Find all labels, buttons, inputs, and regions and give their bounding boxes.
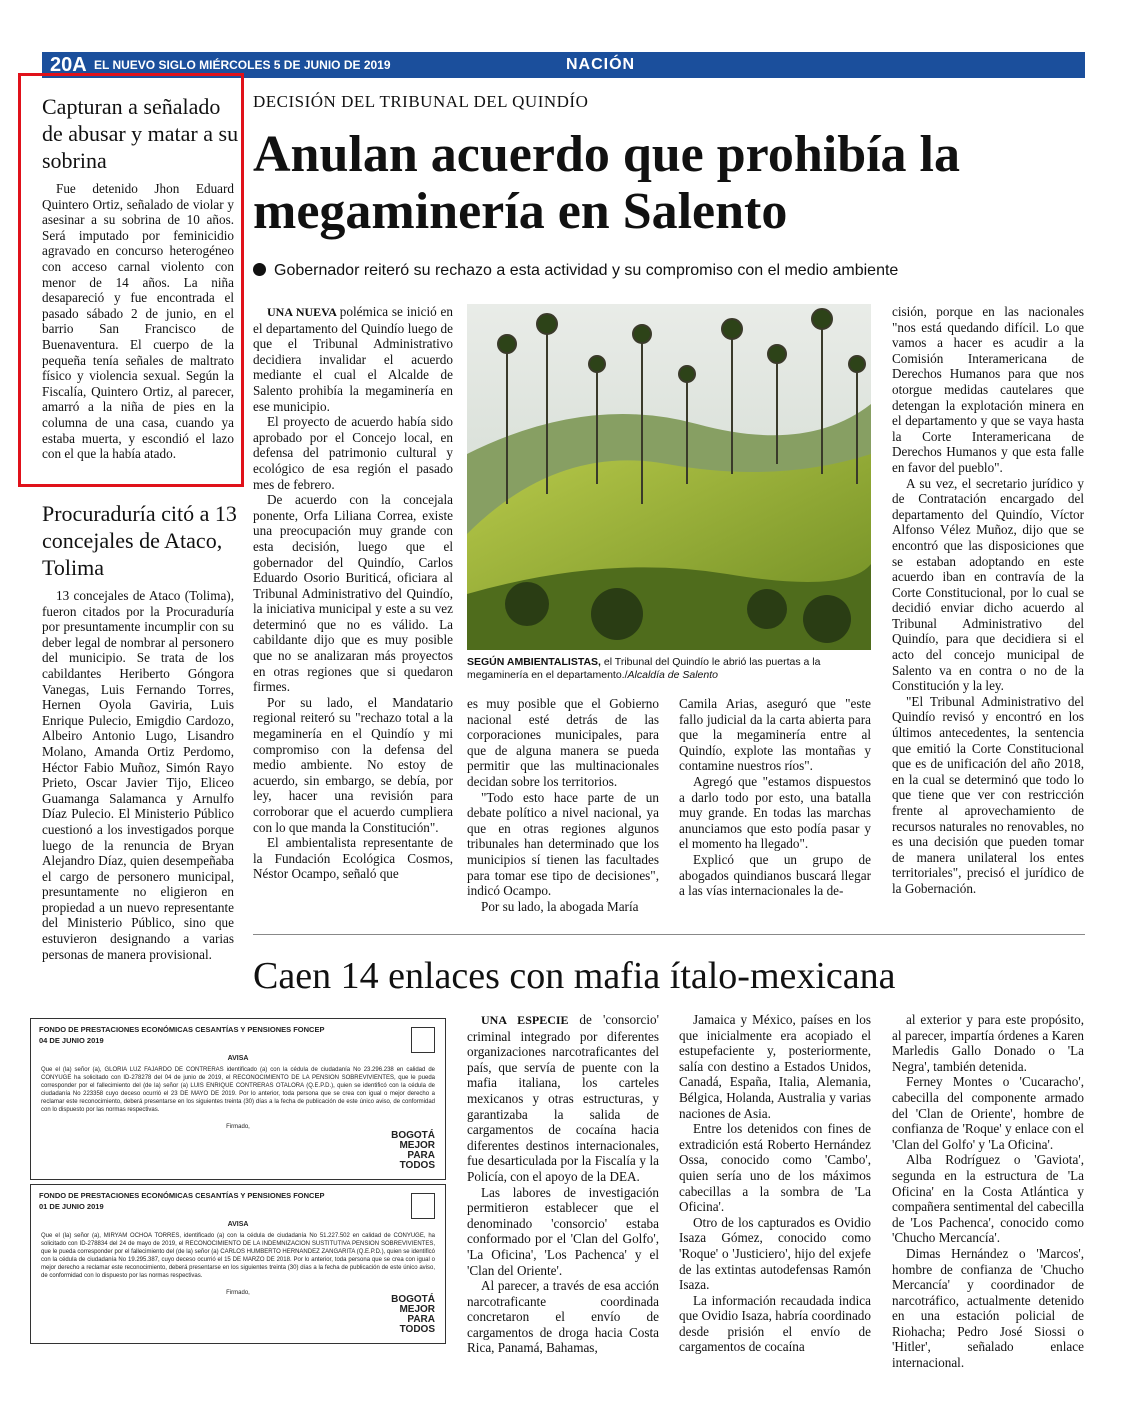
section-divider [253, 934, 1085, 935]
crest-icon [411, 1193, 435, 1219]
notice-avisa: AVISA [227, 1055, 249, 1062]
landscape-photo [467, 304, 871, 650]
bullet-icon [253, 263, 266, 276]
caption-credit: Alcaldía de Salento [627, 669, 718, 681]
paragraph: El ambientalista representante de la Fundación Ecológica Cosmos, Néstor Ocampo, señaló que [253, 835, 453, 882]
paragraph: cisión, porque en las nacionales "nos está quedando difícil. Lo que vamos a hacer es acudir a la Comisión Interamericana de Derechos Humanos para que nos otorgue medidas cautelares que detengan la explotación minera en el departamento y que se vaya hasta la Corte Interamericana de Derechos Humanos y que esta falle en favor del pueblo". [892, 304, 1084, 475]
paragraph: Alba Rodríguez o 'Gaviota', segunda en la estructura de 'La Oficina' en la Costa Atlántica y compañera sentimental del cabecilla de 'Los Pachenca', conocido como 'Chucho Mercancía'. [892, 1152, 1084, 1246]
lead-word: UNA NUEVA [267, 305, 340, 319]
paragraph: La información recaudada indica que Ovidio Isaza, habría coordinado desde prisión el envío de cargamentos de cocaína [679, 1292, 871, 1355]
main-column-1 [253, 304, 453, 882]
paragraph: Entre los detenidos con fines de extradición está Roberto Hernández Ossa, conocido como 'Cambo', quien sería uno de los máximos cabecillas a la sombra de 'La Oficina'. [679, 1121, 871, 1215]
section-name: NACIÓN [566, 56, 636, 73]
photo-caption [467, 656, 871, 682]
deck [253, 262, 898, 280]
paragraph: "El Tribunal Administrativo del Quindío revisó y encontró en los últimos antecedentes, la sentencia que emitió la Corte Constitucional que es de unificación del año 2018, en la cual se determinó que todo lo que tiene que ver con restricción frente al aprovechamiento de recursos naturales no renovables, no es una decisión que pueden tomar de manera unilateral los entes territoriales", precisó el jurídico de la Gobernación. [892, 693, 1084, 896]
paragraph: Dimas Hernández o 'Marcos', hombre de confianza de 'Chucho Mercancía' y coordinador de narcotráfico, actualmente detenido en una estación policial de Riohacha; Pedro José Siossi o 'Hitler', señalado enlace internacional. [892, 1245, 1084, 1371]
paragraph: Agregó que "estamos dispuestos a darlo todo por esto, una batalla muy grande. En todas las marchas anunciamos que esto podía pasar y el momento ha llegado". [679, 773, 871, 852]
second-column-3 [892, 1012, 1084, 1371]
notice-date: 04 DE JUNIO 2019 [39, 1036, 104, 1045]
paragraph: UNA NUEVA polémica se inició en el departamento del Quindío luego de que el Tribunal Administrativo decidiera invalidar el acuerdo mediante el cual el Alcalde de Salento prohibía la megaminería en ese municipio. [253, 304, 453, 414]
paragraph: "Todo esto hace parte de un debate político a nivel nacional, ya que en otras regiones algunos tribunales han determinado que los municipios sí tienen las facultades para tomar ese tipo de decisiones", indicó Ocampo. [467, 789, 659, 899]
paragraph: Las labores de investigación permitieron establecer que el denominado 'consorcio' estaba conformado por el 'Clan del Golfo', 'La Oficina', 'Los Pachenca' y el 'Clan del Oriente'. [467, 1184, 659, 1278]
notice-body: Que el (la) señor (a), MIRYAM OCHOA TORRES, identificado (a) con la cédula de ciudadanía No 51.227.502 en calidad de CONYUGE, ha solicitado con ID-278834 del 24 de mayo de 2019, el RECONOCIMIENTO DE LA INDEMNIZACION SUSTITUTIVA PENSION SOBREVIVIENTES, que le pueda corresponder por el fallecimiento del (de la) señor (a) CARLOS HUMBERTO HERNANDEZ ZANGARITA (Q.E.P.D.), quien se identificó con la cédula de ciudadanía No 19.295.387, cuyo deceso ocurrió el 15 DE MARZO DE 2018. Por lo anterior, toda persona que se crea con igual o mejor derecho a reclamar este reconocimiento, deberá presentarse en los siguientes treinta (30) días a la fecha de publicación de este único aviso, de conformidad con lo dispuesto por las normas respectivas. [41, 1233, 435, 1279]
second-column-1 [467, 1012, 659, 1356]
crest-icon [411, 1027, 435, 1053]
brief2-paragraph: 13 concejales de Ataco (Tolima), fueron citados por la Procuraduría por presuntamente incumplir con su deber legal de nombrar al personero del municipio. Se trata de los cabildantes Heriberto Góngora Vanegas, Luis Fernando Torres, Hernen Oyola Gaviria, Luis Enrique Pulecio, Emigdio Cardozo, Albeiro Antonio Lugo, Lisandro Molano, Amanda Ortiz Perdomo, Héctor Fabio Muñoz, Simón Rayo Prieto, Oscar Javier Tijo, Eliceo Guamanga Salamanca y Arnulfo Díaz Pulecio. El Ministerio Público cuestionó a los investigados porque luego de la renuncia de Bryan Alejandro Díaz, quien desempeñaba el cargo de personero municipal, presuntamente no eligieron en propiedad a un nuevo representante del Ministerio Público, sino que estuvieron designando a varias personas de manera provisional. [42, 588, 234, 962]
paragraph: Explicó que un grupo de abogados quindianos buscará llegar a las vías internacionales la de- [679, 851, 871, 899]
paragraph: Por su lado, el Mandatario regional reiteró su "rechazo total a la megaminería en el Quindío y mi compromiso con la defensa del medio ambiente. No estoy de acuerdo, sin embargo, se debía, por ley, hacer una revisión para corroborar que el acuerdo cumpliera con lo que manda la Constitución". [253, 694, 453, 835]
brief2-title: Procuraduría citó a 13 concejales de Ataco, Tolima [42, 501, 237, 580]
bogota-logo: BOGOTÁ MEJOR PARA TODOS [391, 1130, 435, 1171]
paragraph: Al parecer, a través de esa acción narcotraficante coordinada concretaron el envío de cargamentos de droga hacia Costa Rica, Panamá, Bahamas, [467, 1278, 659, 1356]
paragraph: Jamaica y México, países en los que inicialmente era acopiado el estupefaciente y, posteriormente, salía con destino a Estados Unidos, Canadá, España, Italia, Alemania, Bélgica, Holanda, Australia y varias naciones de Asia. [679, 1012, 871, 1121]
main-column-4 [892, 304, 1084, 897]
publication-date: EL NUEVO SIGLO MIÉRCOLES 5 DE JUNIO DE 2019 [94, 58, 391, 72]
brief2-body [42, 588, 234, 962]
lead-word: UNA ESPECIE [481, 1013, 580, 1027]
paragraph: es muy posible que el Gobierno nacional esté detrás de las corporaciones municipales, para que de alguna manera se pueda permitir que las multinacionales decidan sobre los territorios. [467, 696, 659, 789]
legal-notice-1 [30, 1018, 446, 1180]
paragraph: Ferney Montes o 'Cucaracho', cabecilla del componente armado del 'Clan de Oriente', hombre de confianza de 'Roque' y enlace con el 'Clan del Golfo' y 'La Oficina'. [892, 1074, 1084, 1152]
brief1-paragraph: Fue detenido Jhon Eduard Quintero Ortiz, señalado de violar y asesinar a su sobrina de 10 años. Será imputado por feminicidio agravado en concurso heterogéneo con acceso carnal violento con menor de 14 años. La niña desapareció y fue encontrada el pasado sábado 2 de junio, en el barrio San Francisco de Buenaventura. El cuerpo de la pequeña tenía señales de maltrato físico y violencia sexual. Según la Fiscalía, Quintero Ortiz, al parecer, amarró a la niña de pies en la columna de una casa, cuando ya estaba muerta, y escondió el lazo con el que la había atado. [42, 181, 234, 462]
legal-notice-2 [30, 1184, 446, 1344]
notice-body: Que el (la) señor (a), GLORIA LUZ FAJARDO DE CONTRERAS identificado (a) con la cédula de ciudadanía No 23.296.238 en calidad de CONYUGE ha solicitado con ID-278278 del 04 de junio de 2019, el RECONOCIMIENTO DE LA PENSION SOBREVIVIENTES, que le pueda corresponder por el fallecimiento del (de la) señor (a) LUIS ENRIQUE CONTRERAS OTALORA (Q.E.P.D.), quien se identificó con la cédula de ciudadanía No 223358 cuyo deceso ocurrió el 23 DE MAYO DE 2019. Por lo anterior, toda persona que se crea con igual o mejor derecho a reclamar este reconocimiento, deberá presentarse en los siguientes treinta (30) días a la fecha de publicación de este único aviso, de conformidad con lo dispuesto por las normas respectivas. [41, 1067, 435, 1113]
main-headline: Anulan acuerdo que prohibía la megaminería en Salento [253, 126, 961, 240]
paragraph: De acuerdo con la concejala ponente, Orfa Liliana Correa, existe una preocupación muy grande con esta decisión, luego que el gobernador del Quindío, Carlos Eduardo Osorio Buriticá, oficiara al Tribunal Administrativo del Quindío, la iniciativa municipal y este a su vez determinó que no es válido. La cabildante dijo que es muy posible que no se analizaran más proyectos en otras regiones que si quedaron firmes. [253, 492, 453, 695]
paragraph: Por su lado, la abogada María [481, 898, 639, 914]
paragraph: Camila Arias, aseguró que "este fallo judicial da la carta abierta para que la megaminería entre al Quindío, explote las montañas y contamine nuestros ríos". [679, 696, 871, 774]
paragraph: al exterior y para este propósito, al parecer, impartía órdenes a Karen Marledis Gallo Donado o 'La Negra', también detenida. [892, 1012, 1084, 1074]
notice-signed: Firmado, [226, 1290, 250, 1296]
brief1-body [42, 181, 234, 462]
caption-lead: SEGÚN AMBIENTALISTAS, [467, 656, 601, 668]
paragraph: A su vez, el secretario jurídico y de Contratación encargado del departamento del Quindío, Víctor Alfonso Vélez Muñoz, dijo que se encontró que las disposiciones que se estaban adoptando en este acuerdo iban en contravía de la Corte Constitucional, por lo cual se decidió enviar dicho acuerdo al Tribunal Administrativo del Quindío, para que decidiera si el acto del concejo municipal de Salento va en contra o no de la Constitución y la ley. [892, 475, 1084, 694]
caption-text: el Tribunal del Quindío le abrió las puertas a la megaminería en el departamento./ [467, 656, 821, 681]
bogota-logo: BOGOTÁ MEJOR PARA TODOS [391, 1294, 435, 1335]
notice-signed: Firmado, [226, 1124, 250, 1130]
kicker: DECISIÓN DEL TRIBUNAL DEL QUINDÍO [253, 92, 589, 111]
second-column-2 [679, 1012, 871, 1355]
second-headline: Caen 14 enlaces con mafia ítalo-mexicana [253, 955, 896, 997]
notice-title: FONDO DE PRESTACIONES ECONÓMICAS CESANTÍAS Y PENSIONES FONCEP [39, 1191, 325, 1200]
paragraph: El proyecto de acuerdo había sido aprobado por el Concejo local, en defensa del patrimonio cultural y ecológico de esa región el pasado mes de febrero. [253, 414, 453, 492]
brief1-title: Capturan a señalado de abusar y matar a su sobrina [42, 94, 239, 173]
paragraph: Otro de los capturados es Ovidio Isaza Gómez, conocido como 'Roque' o 'Justiciero', hijo del exjefe de las extintas autodefensas Ramón Isaza. [679, 1214, 871, 1293]
main-column-3 [679, 696, 871, 899]
notice-avisa: AVISA [227, 1221, 249, 1228]
page-number: 20A [50, 54, 87, 76]
deck-text: Gobernador reiteró su rechazo a esta actividad y su compromiso con el medio ambiente [274, 262, 899, 279]
paragraph: UNA ESPECIE de 'consorcio' criminal integrado por diferentes organizaciones narcotraficantes del país, que servía de puente con la mafia italiana, los carteles mexicanos y otras estructuras, y garantizaba la salida de cargamentos de cocaína hacia diferentes destinos internacionales, fue desarticulada por la Fiscalía y la Policía, con el apoyo de la DEA. [467, 1012, 660, 1184]
notice-title: FONDO DE PRESTACIONES ECONÓMICAS CESANTÍAS Y PENSIONES FONCEP [39, 1025, 325, 1034]
notice-date: 01 DE JUNIO 2019 [39, 1202, 104, 1211]
main-column-2 [467, 696, 659, 914]
